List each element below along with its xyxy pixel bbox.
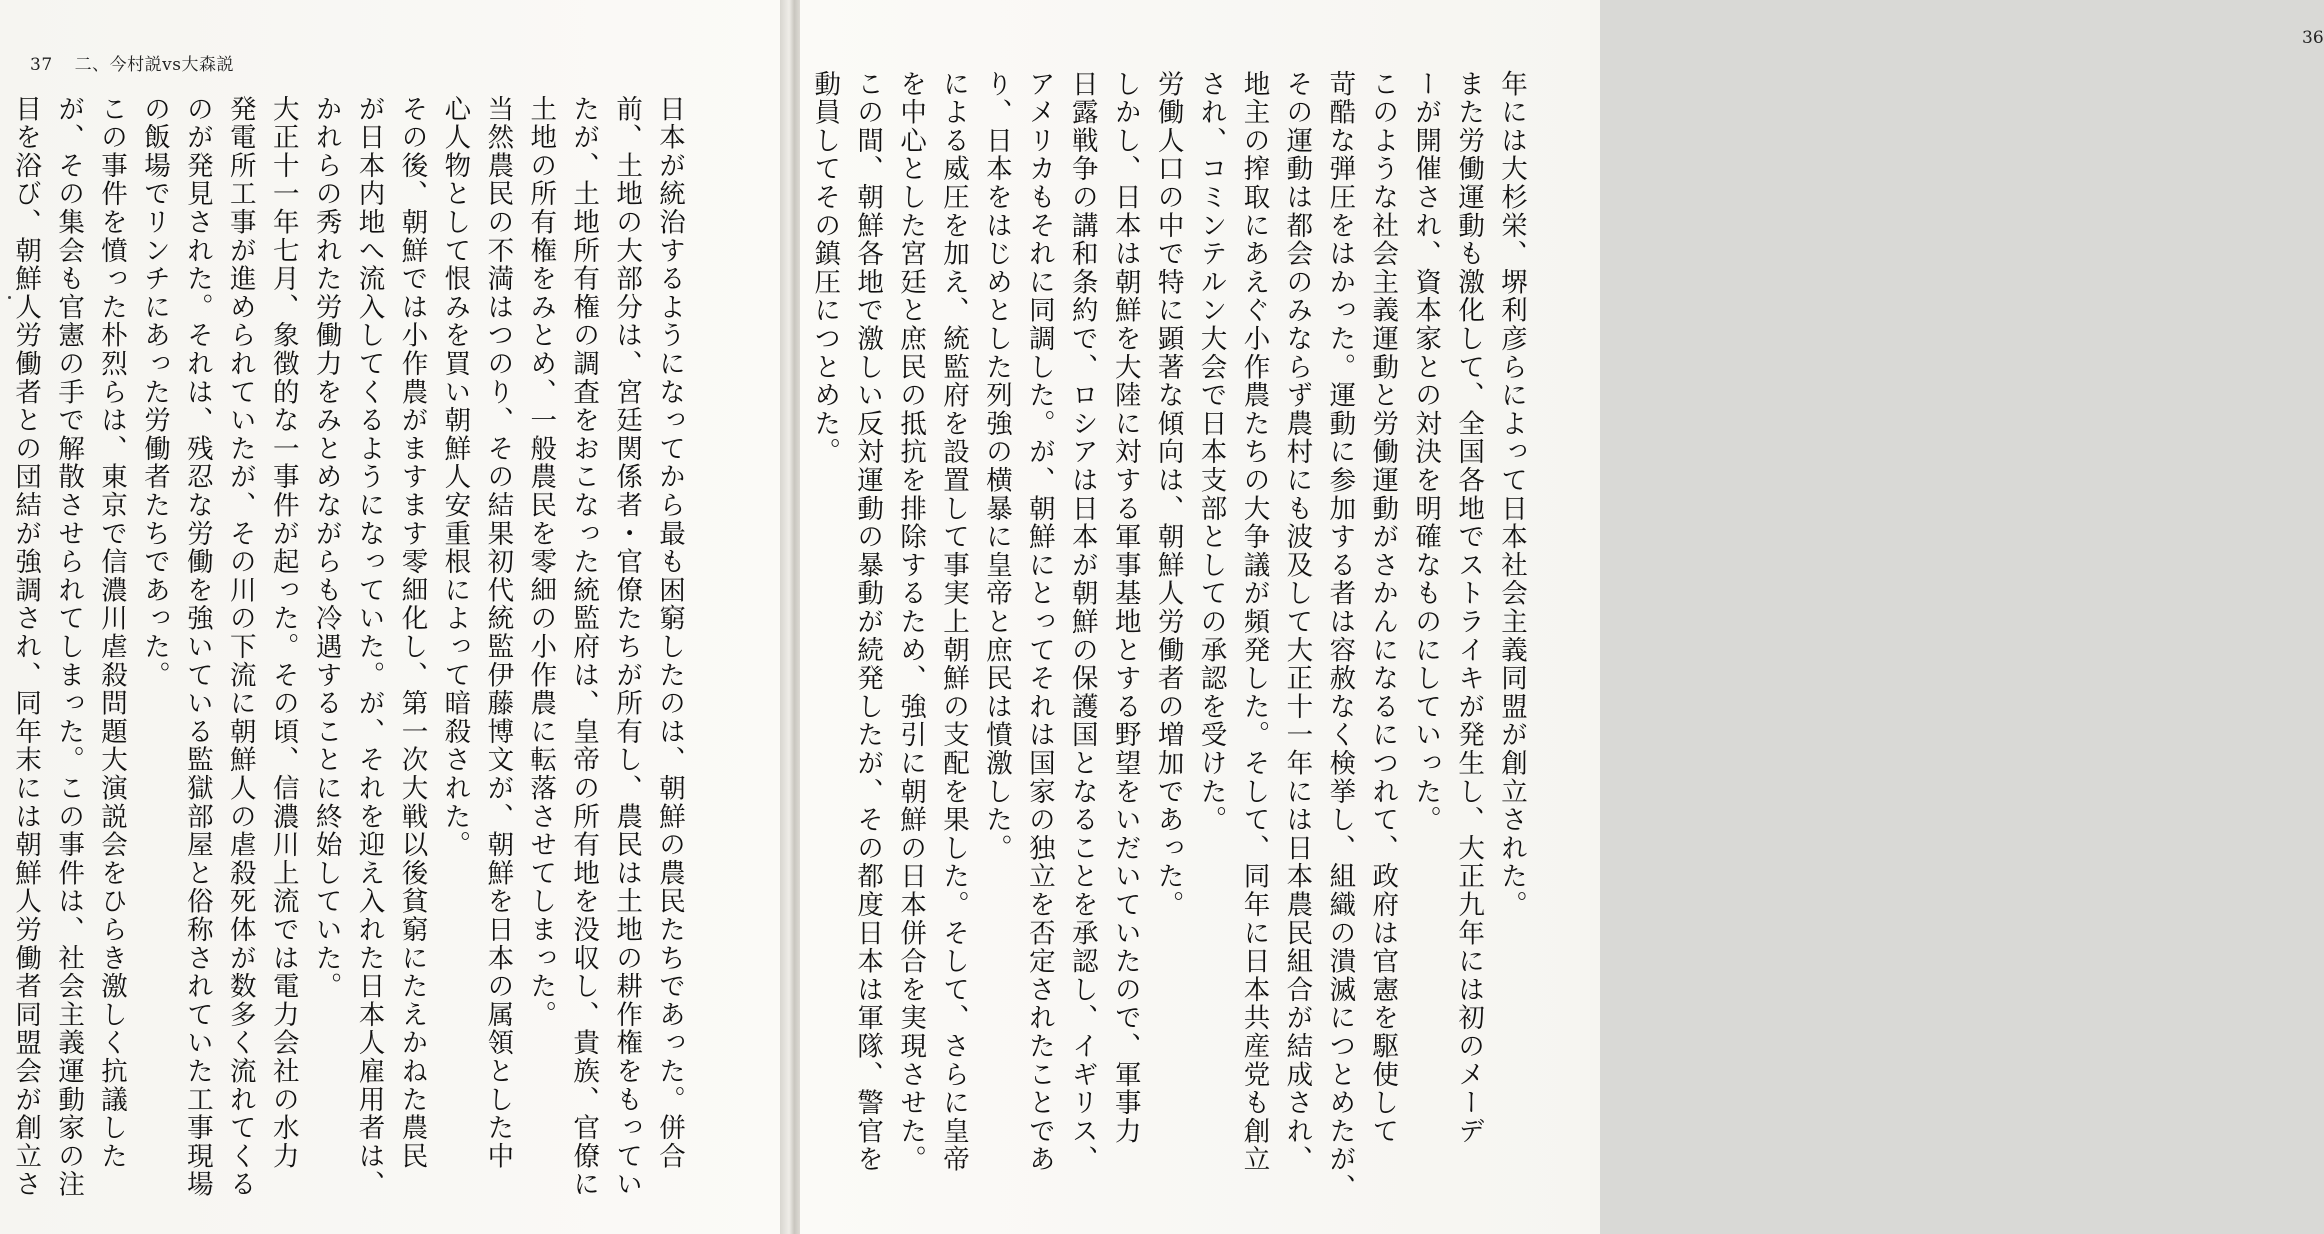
text-line: のが発見された。それは、残忍な労働を強いている監獄部屋と俗称されていた工事現場 bbox=[181, 95, 213, 1199]
text-line: 土地の所有権をみとめ、一般農民を零細の小作農に転落させてしまった。 bbox=[525, 95, 557, 1029]
text-line: を中心とした宮廷と庶民の抵抗を排除するため、強引に朝鮮の日本併合を実現させた。 bbox=[895, 70, 927, 1174]
text-line: 日本が統治するようになってから最も困窮したのは、朝鮮の農民たちであった。併合 bbox=[654, 95, 685, 1171]
text-line: 地主の搾取にあえぐ小作農たちの大争議が頻発した。そして、同年に日本共産党も創立 bbox=[1238, 70, 1270, 1174]
text-line: り、日本をはじめとした列強の横暴に皇帝と庶民は憤激した。 bbox=[980, 70, 1012, 863]
text-line: 日露戦争の講和条約で、ロシアは日本が朝鮮の保護国となることを承認し、イギリス、 bbox=[1066, 70, 1098, 1174]
text-line: 年には大杉栄、堺利彦らによって日本社会主義同盟が創立された。 bbox=[1496, 70, 1527, 919]
text-line: が日本内地へ流入してくるようになっていた。が、それを迎え入れた日本人雇用者は、 bbox=[353, 95, 385, 1199]
text-line: 労働人口の中で特に顕著な傾向は、朝鮮人労働者の増加であった。 bbox=[1152, 70, 1184, 919]
text-line: このような社会主義運動と労働運動がさかんになるにつれて、政府は官憲を駆使して bbox=[1367, 70, 1399, 1146]
text-line: 発電所工事が進められていたが、その川の下流に朝鮮人の虐殺死体が数多く流れてくる bbox=[224, 95, 256, 1199]
text-line: の飯場でリンチにあった労働者たちであった。 bbox=[138, 95, 170, 690]
text-line: 苛酷な弾圧をはかった。運動に参加する者は容赦なく検挙し、組織の潰滅につとめたが、 bbox=[1324, 70, 1356, 1202]
text-line: 当然農民の不満はつのり、その結果初代統監伊藤博文が、朝鮮を日本の属領とした中 bbox=[482, 95, 514, 1171]
text-line: 動員してその鎮圧につとめた。 bbox=[809, 70, 841, 467]
text-line: この事件を憤った朴烈らは、東京で信濃川虐殺問題大演説会をひらき激しく抗議した bbox=[96, 95, 128, 1171]
text-line: が、その集会も官憲の手で解散させられてしまった。この事件は、社会主義運動家の注 bbox=[53, 95, 85, 1199]
text-line: その運動は都会のみならず農村にも波及して大正十一年には日本農民組合が結成され、 bbox=[1281, 70, 1313, 1174]
text-line: による威圧を加え、統監府を設置して事実上朝鮮の支配を果した。そして、さらに皇帝 bbox=[938, 70, 970, 1174]
running-head-title: 二、今村説vs大森説 bbox=[74, 55, 234, 75]
right-page bbox=[800, 0, 2324, 1234]
text-line: しかし、日本は朝鮮を大陸に対する軍事基地とする野望をいだいていたので、軍事力 bbox=[1109, 70, 1141, 1146]
text-line: 心人物として恨みを買い朝鮮人安重根によって暗殺された。 bbox=[439, 95, 471, 860]
text-line: 目を浴び、朝鮮人労働者との団結が強調され、同年末には朝鮮人労働者同盟会が創立さ bbox=[10, 95, 42, 1199]
page-number-36: 36 bbox=[2302, 28, 2324, 48]
left-page-text bbox=[0, 95, 690, 1199]
text-line: また労働運動も激化して、全国各地でストライキが発生し、大正九年には初のメーデ bbox=[1453, 70, 1485, 1146]
text-line: その後、朝鮮では小作農がますます零細化し、第一次大戦以後貧窮にたえかねた農民 bbox=[396, 95, 428, 1171]
running-header bbox=[30, 50, 234, 75]
text-line: アメリカもそれに同調した。が、朝鮮にとってそれは国家の独立を否定されたことであ bbox=[1023, 70, 1055, 1174]
left-page bbox=[0, 0, 784, 1234]
right-page-text bbox=[802, 70, 1532, 1202]
text-line: ーが開催され、資本家との対決を明確なものにしていった。 bbox=[1410, 70, 1442, 835]
text-line: たが、土地所有権の調査をおこなった統監府は、皇帝の所有地を没収し、貴族、官僚に bbox=[568, 95, 600, 1199]
text-line: され、コミンテルン大会で日本支部としての承認を受けた。 bbox=[1195, 70, 1227, 835]
page-number-37: 37 bbox=[30, 55, 53, 75]
text-line: かれらの秀れた労働力をみとめながらも冷遇することに終始していた。 bbox=[310, 95, 342, 1001]
text-line: この間、朝鮮各地で激しい反対運動の暴動が続発したが、その都度日本は軍隊、警官を bbox=[852, 70, 884, 1174]
text-line: 大正十一年七月、象徴的な一事件が起った。その頃、信濃川上流では電力会社の水力 bbox=[267, 95, 299, 1171]
text-line: 前、土地の大部分は、宮廷関係者・官僚たちが所有し、農民は土地の耕作権をもってい bbox=[611, 95, 643, 1199]
